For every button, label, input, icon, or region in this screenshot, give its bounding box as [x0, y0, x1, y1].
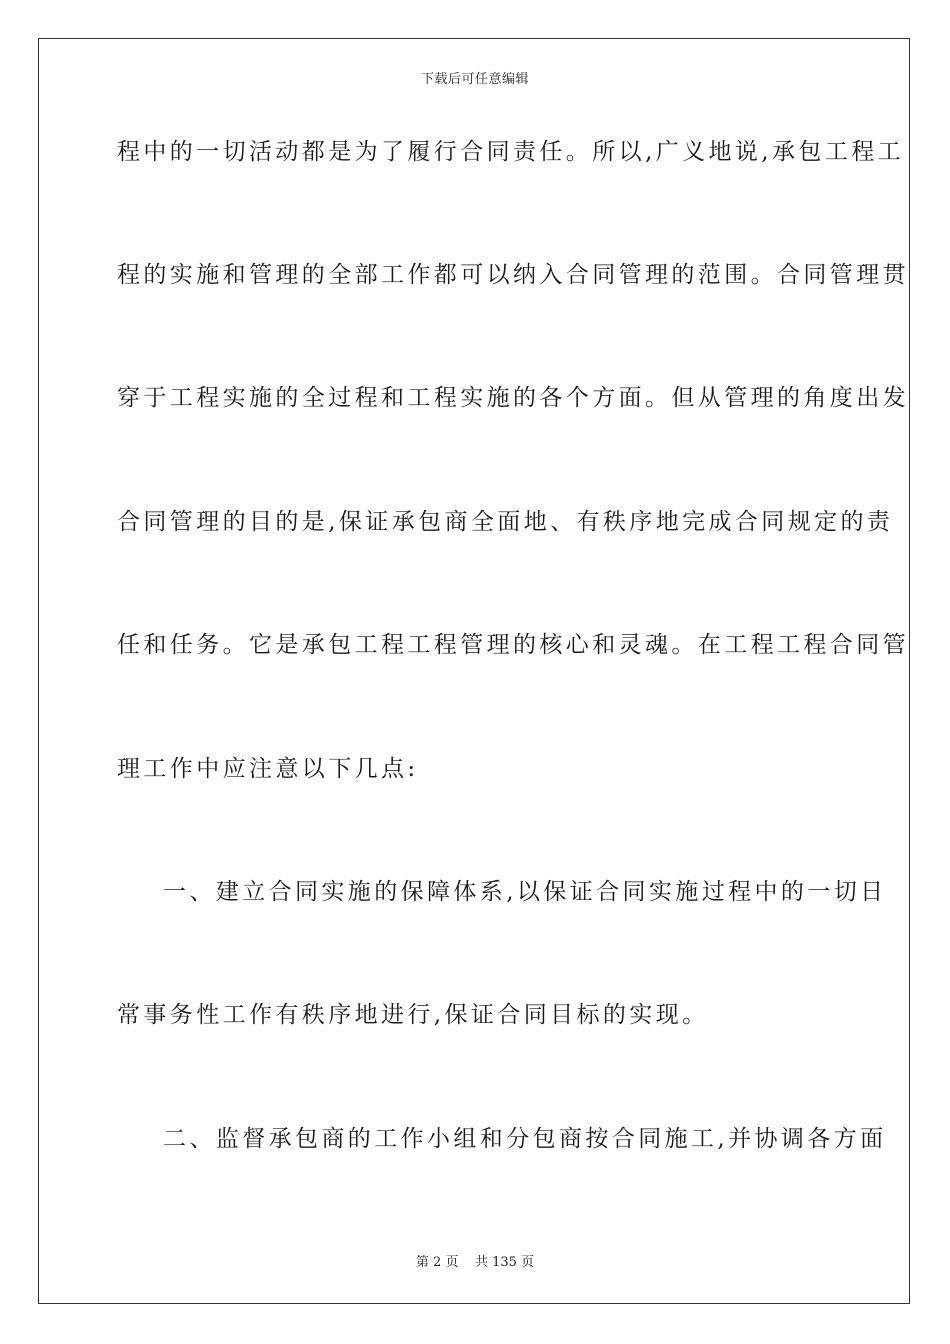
paragraph-one-line-2: 常事务性工作有秩序地进行,保证合同目标的实现。: [117, 1002, 709, 1028]
page-header: 下载后可任意编辑: [420, 72, 529, 87]
body-line-1: 程中的一切活动都是为了履行合同责任。所以,广义地说,承包工程工: [117, 139, 905, 165]
body-line-3: 穿于工程实施的全过程和工程实施的各个方面。但从管理的角度出发: [117, 385, 909, 411]
page-border: [38, 38, 910, 1304]
paragraph-two-line-1: 二、监督承包商的工作小组和分包商按合同施工,并协调各方面: [163, 1126, 887, 1152]
body-line-2: 程的实施和管理的全部工作都可以纳入合同管理的范围。合同管理贯: [117, 262, 909, 288]
body-line-6: 理工作中应注意以下几点:: [117, 756, 419, 782]
page-footer: [0, 1251, 950, 1270]
paragraph-one-line-1: 一、建立合同实施的保障体系,以保证合同实施过程中的一切日: [163, 879, 887, 905]
total-pages: 共 135 页: [475, 1255, 535, 1270]
page-number: 第 2 页: [415, 1255, 459, 1270]
body-line-5: 任和任务。它是承包工程工程管理的核心和灵魂。在工程工程合同管: [117, 632, 909, 658]
body-line-4: 合同管理的目的是,保证承包商全面地、有秩序地完成合同规定的责: [117, 509, 894, 535]
